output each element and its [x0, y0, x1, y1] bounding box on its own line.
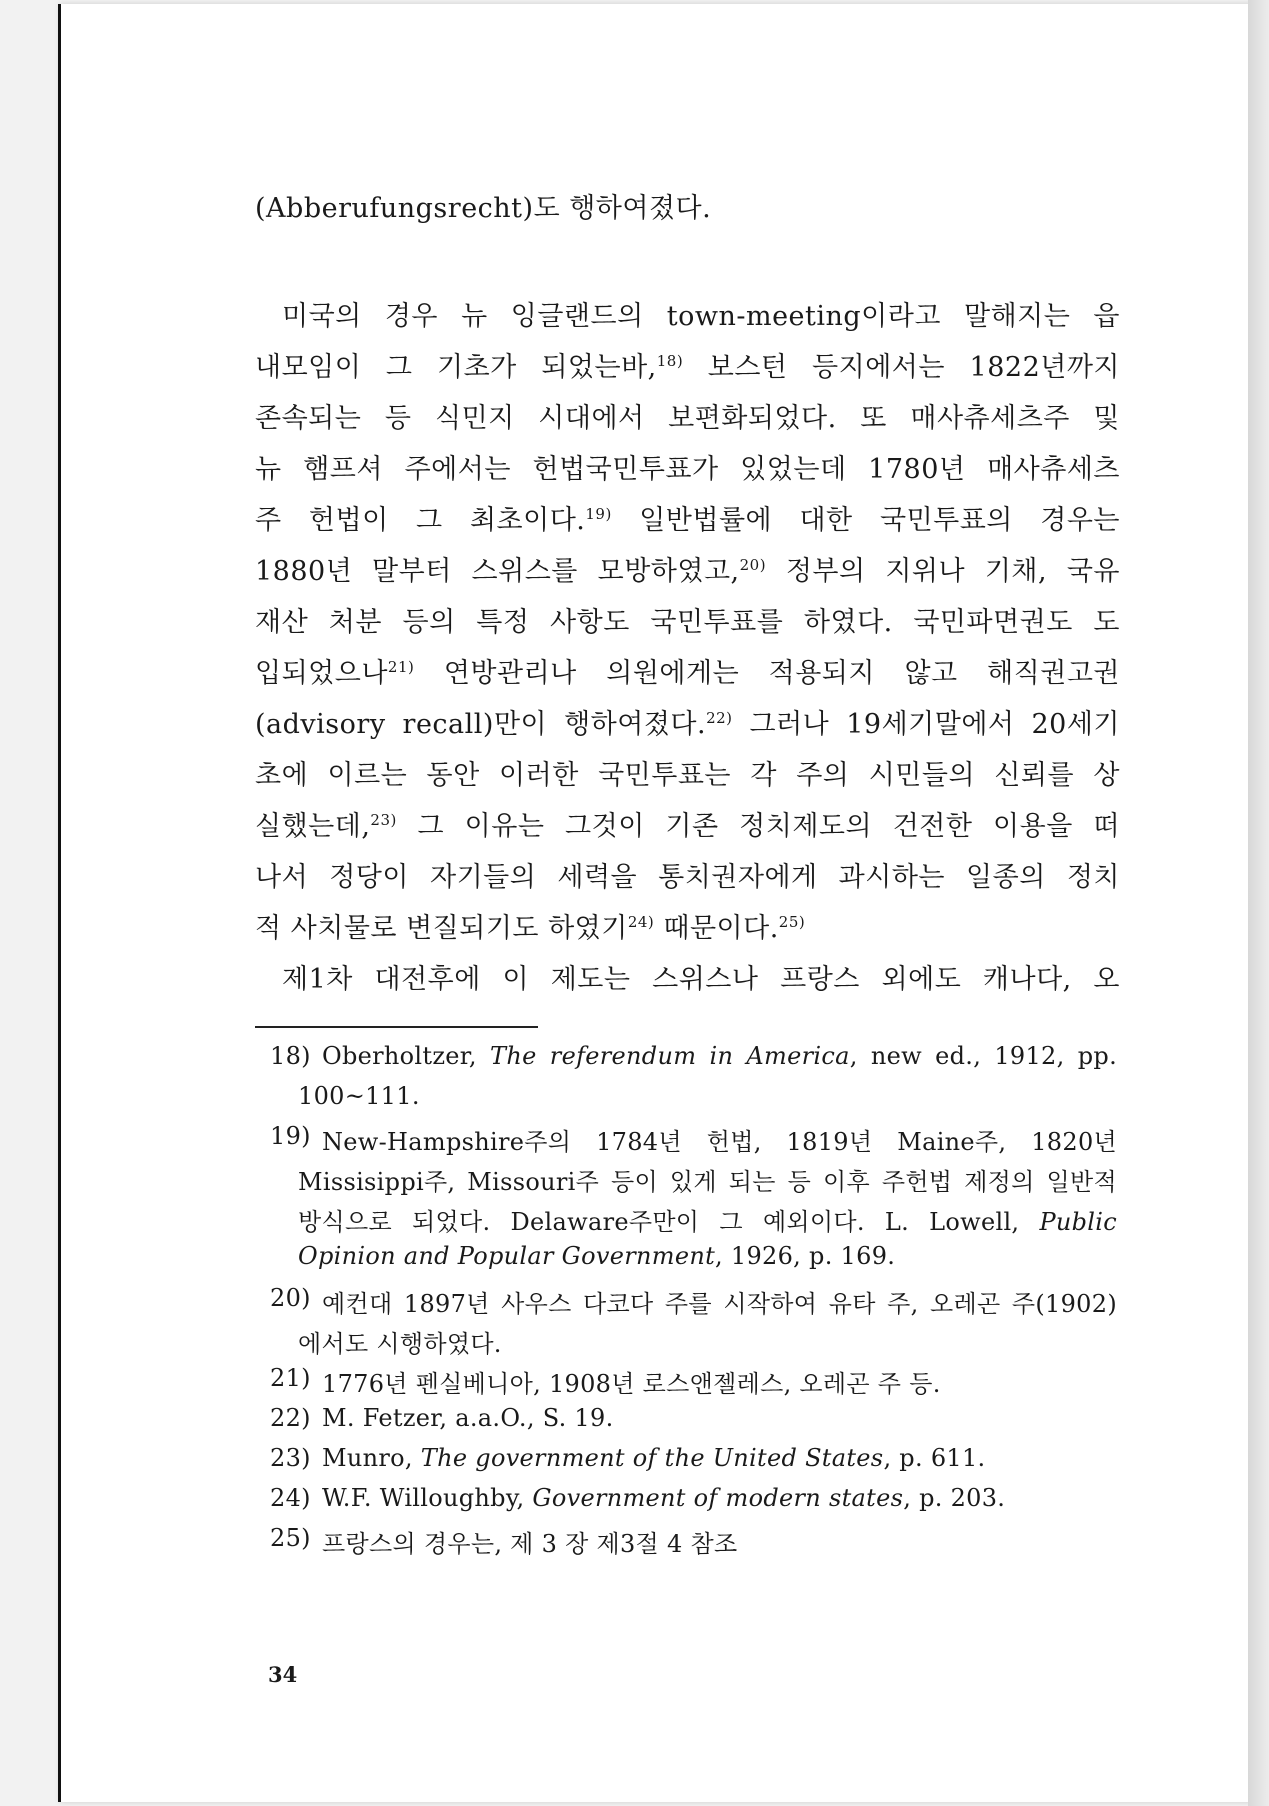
footnote-label: 20) — [270, 1284, 311, 1312]
text-line — [255, 804, 1120, 843]
footnote-label: 18) — [270, 1042, 311, 1070]
text-line — [255, 498, 1120, 537]
footnote-title: The referendum in America — [490, 1042, 850, 1070]
footnote-text: , new ed., 1912, pp. — [849, 1042, 1117, 1070]
text-line: (Abberufungsrecht)도 행하여졌다. — [255, 193, 712, 224]
footnote-label: 23) — [270, 1444, 311, 1472]
footnote-text: Munro, — [322, 1444, 421, 1472]
footnote-label: 25) — [270, 1524, 311, 1552]
footnote-19: New-Hampshire주의 1784년 헌법, 1819년 Maine주, 1820년 — [322, 1128, 1117, 1156]
text-line: 미국의 경우 뉴 잉글랜드의 town-meeting이라고 말해지는 읍 — [282, 301, 1120, 332]
footnote-ref: 19) — [585, 505, 612, 523]
footnote-19-cont — [298, 1202, 1117, 1237]
text-span: (advisory recall)만이 행하여졌다. — [255, 709, 707, 740]
text-span: 실했는데, — [255, 811, 371, 842]
footnote-title: Government of modern states — [532, 1484, 904, 1512]
text-line: 초에 이르는 동안 이러한 국민투표는 각 주의 시민들의 신뢰를 상 — [255, 760, 1120, 791]
footnote-text: 방식으로 되었다. Delaware주만이 그 예외이다. L. Lowell, — [298, 1208, 1040, 1236]
footnote-ref: 25) — [778, 913, 806, 931]
text-line — [255, 906, 1120, 945]
footnote-divider — [255, 1026, 538, 1028]
footnote-23 — [322, 1444, 985, 1472]
footnote-24 — [322, 1484, 1005, 1512]
footnote-18-cont: 100~111. — [298, 1082, 420, 1110]
text-line: 뉴 햄프셔 주에서는 헌법국민투표가 있었는데 1780년 매사츄세츠 — [255, 454, 1120, 485]
footnote-ref: 20) — [739, 556, 767, 574]
footnote-text: W.F. Willoughby, — [322, 1484, 533, 1512]
footnote-ref: 23) — [370, 811, 397, 829]
text-line: 존속되는 등 식민지 시대에서 보편화되었다. 또 매사츄세츠주 및 — [255, 403, 1120, 434]
text-span: 그러나 19세기말에서 20세기 — [732, 709, 1120, 740]
footnote-22: M. Fetzer, a.a.O., S. 19. — [322, 1404, 614, 1432]
text-line — [255, 702, 1120, 741]
footnote-text: Oberholtzer, — [322, 1042, 491, 1070]
footnote-18 — [322, 1042, 1117, 1070]
footnote-25: 프랑스의 경우는, 제 3 장 제3절 4 참조 — [322, 1530, 738, 1558]
footnote-ref: 21) — [387, 658, 415, 676]
footnote-label: 21) — [270, 1364, 311, 1392]
text-span: 보스턴 등지에서는 1822년까지 — [683, 352, 1120, 383]
text-span: 정부의 지위나 기채, 국유 — [766, 556, 1120, 587]
footnote-21: 1776년 펜실베니아, 1908년 로스앤젤레스, 오레곤 주 등. — [322, 1370, 941, 1398]
footnote-20: 예컨대 1897년 사우스 다코다 주를 시작하여 유타 주, 오레곤 주(1902) — [322, 1290, 1117, 1318]
text-span: 적 사치물로 변질되기도 하였기 — [255, 913, 628, 944]
footnote-ref: 18) — [656, 352, 684, 370]
footnote-ref: 22) — [706, 709, 733, 727]
footnote-text: , 1926, p. 169. — [715, 1242, 896, 1270]
footnote-label: 24) — [270, 1484, 311, 1512]
footnote-label: 19) — [270, 1122, 311, 1150]
text-line: 재산 처분 등의 특정 사항도 국민투표를 하였다. 국민파면권도 도 — [255, 607, 1120, 638]
footnote-text: , p. 611. — [883, 1444, 986, 1472]
text-span: 주 헌법이 그 최초이다. — [255, 505, 586, 536]
text-line — [255, 549, 1120, 588]
footnote-title: Public — [1039, 1208, 1117, 1236]
footnote-title: Opinion and Popular Government — [298, 1242, 716, 1270]
text-span: 1880년 말부터 스위스를 모방하였고, — [255, 556, 740, 587]
text-span: 일반법률에 대한 국민투표의 경우는 — [611, 505, 1120, 536]
text-line — [255, 651, 1120, 690]
text-span: 내모임이 그 기초가 되었는바, — [255, 352, 657, 383]
footnote-19-cont — [298, 1242, 895, 1270]
footnote-label: 22) — [270, 1404, 311, 1432]
text-line: 나서 정당이 자기들의 세력을 통치권자에게 과시하는 일종의 정치 — [255, 862, 1120, 893]
footnote-19-cont: Missisippi주, Missouri주 등이 있게 되는 등 이후 주헌법 제정의 일반적 — [298, 1168, 1117, 1196]
text-span: 연방관리나 의원에게는 적용되지 않고 해직권고권 — [414, 658, 1120, 689]
text-span: 그 이유는 그것이 기존 정치제도의 건전한 이용을 떠 — [396, 811, 1120, 842]
text-line — [255, 345, 1120, 384]
text-span: 때문이다. — [654, 913, 779, 944]
footnote-20-cont: 에서도 시행하였다. — [298, 1330, 502, 1358]
footnote-title: The government of the United States — [420, 1444, 884, 1472]
text-span: 입되었으나 — [255, 658, 388, 689]
footnote-text: , p. 203. — [903, 1484, 1006, 1512]
page-edge-shadow — [1248, 0, 1269, 1806]
footnote-ref: 24) — [627, 913, 655, 931]
page-number: 34 — [268, 1662, 298, 1687]
text-line: 제1차 대전후에 이 제도는 스위스나 프랑스 외에도 캐나다, 오 — [282, 964, 1120, 995]
